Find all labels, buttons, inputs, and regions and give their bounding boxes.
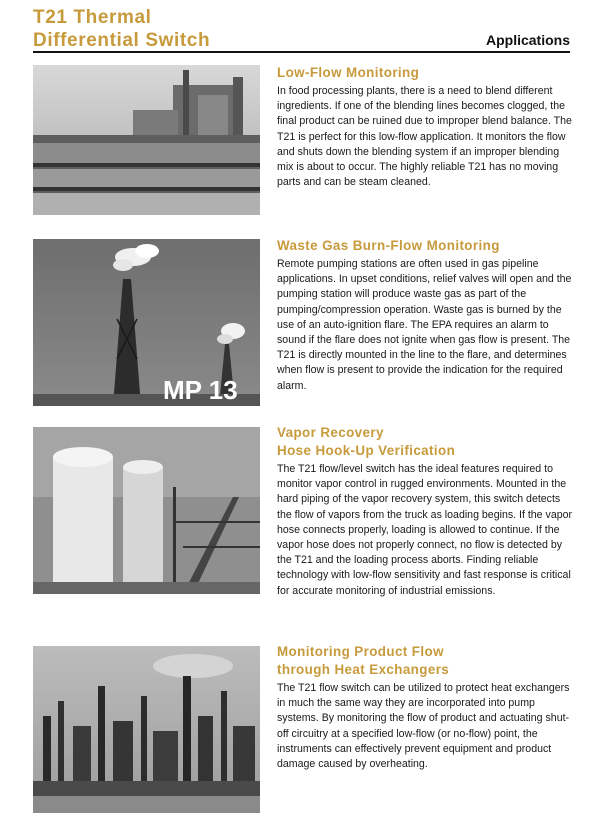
section-heading [277,643,573,679]
section-heading-line-1: Monitoring Product Flow [277,644,444,659]
section-body: The T21 flow/level switch has the ideal features required to monitor vapor control in rugged environments. Mounted in the hard piping of the vapor recovery system, this switch detects the flow of vapors from the truck as loading begins. If the vapor hose connects properly, loading is allowed to continue. If the vapor hose does not properly connect, no flow is detected by the T21 and the loading process aborts. Finding reliable technology with low-flow sensitivity and fast response is critical for accurate monitoring of industrial emissions. [277,463,573,597]
section-heading-line-1: Vapor Recovery [277,425,384,440]
gas-flare-photo [33,239,260,406]
section-heading-line: Waste Gas Burn-Flow Monitoring [277,238,500,253]
food-processing-plant-photo [33,65,260,215]
section-vapor-recovery [277,424,573,599]
section-heading-line-2: through Heat Exchangers [277,662,450,677]
refinery-skyline-photo [33,646,260,813]
section-body: The T21 flow switch can be utilized to protect heat exchangers in much the same way they are incorporated into pump systems. By monitoring the flow of product and actuating shut-off circuitry at a specified low-flow (or no-flow) point, the instruments can effectively prevent equipment and product damage caused by overheating. [277,682,570,771]
section-heading-line: Low-Flow Monitoring [277,65,420,80]
document-title [33,6,210,52]
section-heading [277,424,573,460]
section-heat-exchangers [277,643,573,772]
section-heading [277,64,573,82]
title-line-1: T21 Thermal [33,7,152,28]
section-body: Remote pumping stations are often used in gas pipeline applications. In upset conditions, relief valves will open and the pumping station will produce waste gas as part of the pumping/compression operation. Waste gas is burned by the use of an auto-ignition flare. The EPA requires an alarm to sound if the flare does not ignite when gas flow is present. The T21 is directly mounted in the line to the flare, and determines when flow is present to provide the indication for the required alarm. [277,258,572,392]
section-heading-line-2: Hose Hook-Up Verification [277,443,456,458]
section-label: Applications [485,32,570,48]
section-waste-gas-burn-flow-monitoring [277,237,573,394]
photo-overlay-text: MP 13 [163,375,238,405]
section-heading [277,237,573,255]
section-low-flow-monitoring [277,64,573,190]
vapor-recovery-tanks-photo [33,427,260,594]
header-rule [33,51,570,53]
title-line-2: Differential Switch [33,30,211,51]
section-body: In food processing plants, there is a need to blend different ingredients. If one of the blending lines becomes clogged, the final product can be ruined due to improper blend balance. The T21 is perfect for this low-flow application. It monitors the flow and shuts down the blending system if an improper blending mix is about to occur. The highly reliable T21 has no moving parts and can be steam cleaned. [277,85,572,189]
